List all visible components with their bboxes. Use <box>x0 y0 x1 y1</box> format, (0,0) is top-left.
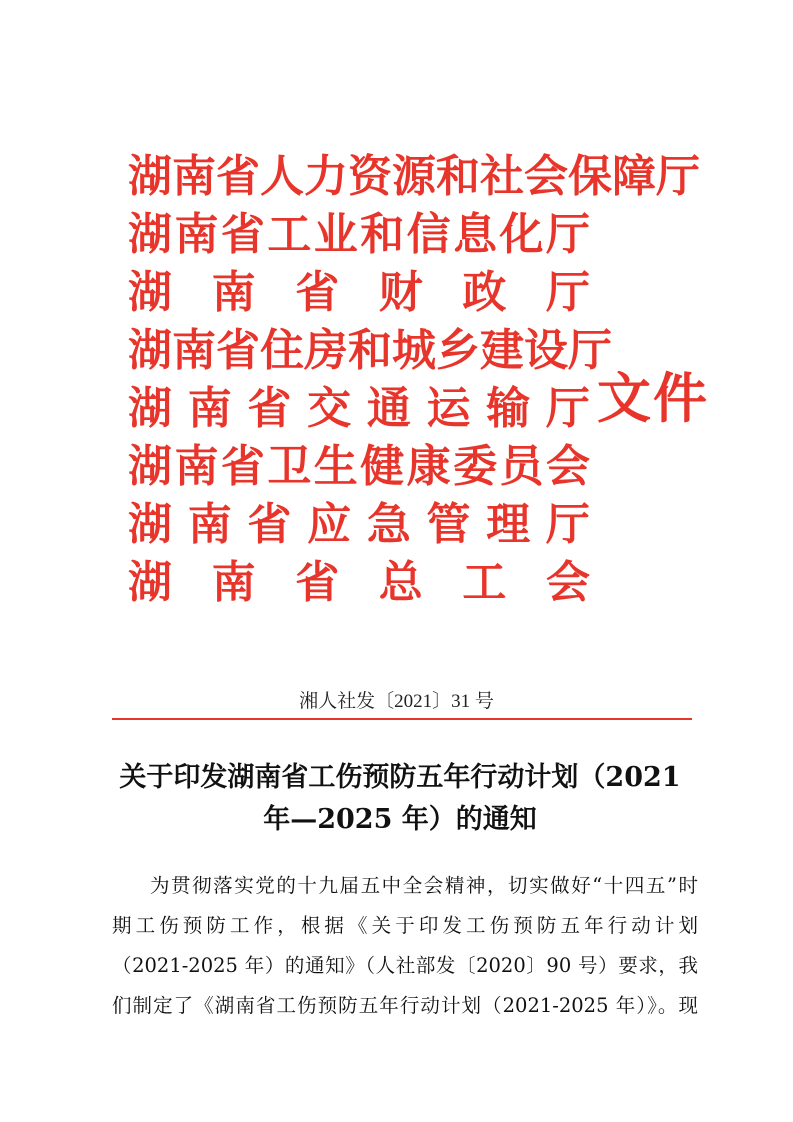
agency-line-4 <box>128 322 612 380</box>
body-line-3: （2021-2025 年）的通知》（人社部发〔2020〕90 号）要求，我 <box>112 954 698 977</box>
agency-char: 湖 <box>128 499 172 550</box>
agency-char: 省 <box>247 499 292 550</box>
agency-char: 会 <box>545 557 590 608</box>
document-word: 文件 <box>597 366 709 430</box>
agency-char: 南 <box>174 441 219 492</box>
agency-char: 省 <box>295 267 340 318</box>
agency-char: 湖 <box>128 441 172 492</box>
agency-line-3 <box>128 264 590 322</box>
agency-char: 工 <box>462 557 507 608</box>
agency-char: 运 <box>426 383 471 434</box>
agency-char: 员 <box>499 441 544 492</box>
agency-char: 和 <box>348 325 392 376</box>
agency-char: 湖 <box>128 557 172 608</box>
agency-char: 信 <box>406 209 451 260</box>
red-divider <box>112 718 692 720</box>
agency-char: 资 <box>348 151 392 202</box>
agency-char: 南 <box>211 557 256 608</box>
agency-char: 委 <box>453 441 498 492</box>
agency-char: 省 <box>220 209 265 260</box>
agency-char: 障 <box>612 151 656 202</box>
agency-char: 卫 <box>267 441 312 492</box>
agency-line-8 <box>128 554 590 612</box>
agency-line-1 <box>128 148 700 206</box>
agency-char: 保 <box>568 151 612 202</box>
agency-char: 业 <box>313 209 358 260</box>
agency-char: 和 <box>436 151 480 202</box>
title-line-1: 关于印发湖南省工伤预防五年行动计划（2021 <box>119 762 681 793</box>
agency-char: 健 <box>360 441 405 492</box>
agency-char: 管 <box>426 499 471 550</box>
agency-char: 南 <box>187 499 232 550</box>
agency-line-2 <box>128 206 590 264</box>
agency-char: 省 <box>216 151 260 202</box>
agency-char: 湖 <box>128 383 172 434</box>
agency-char: 建 <box>480 325 524 376</box>
agency-char: 会 <box>524 151 568 202</box>
body-line-1: 为贯彻落实党的十九届五中全会精神，切实做好“十四五”时 <box>150 874 698 897</box>
agency-char: 南 <box>172 151 216 202</box>
agency-char: 湖 <box>128 151 172 202</box>
agency-char: 厅 <box>656 151 700 202</box>
agency-char: 息 <box>453 209 498 260</box>
agency-char: 住 <box>260 325 304 376</box>
document-number: 湘人社发〔2021〕31 号 <box>299 691 494 712</box>
agency-char: 会 <box>545 441 590 492</box>
agency-char: 设 <box>524 325 568 376</box>
agency-char: 工 <box>267 209 312 260</box>
agency-char: 应 <box>307 499 352 550</box>
agency-char: 力 <box>304 151 348 202</box>
agency-char: 生 <box>313 441 358 492</box>
body-line-4: 们制定了《湖南省工伤预防五年行动计划（2021-2025 年）》。现 <box>112 994 698 1017</box>
agency-char: 急 <box>366 499 411 550</box>
agency-char: 源 <box>392 151 436 202</box>
agency-char: 厅 <box>545 209 590 260</box>
document-title <box>100 757 700 841</box>
agency-char: 省 <box>220 441 265 492</box>
title-line-2: 年—2025 年）的通知 <box>263 804 537 835</box>
agency-char: 南 <box>187 383 232 434</box>
agency-char: 人 <box>260 151 304 202</box>
agency-char: 房 <box>304 325 348 376</box>
agency-char: 总 <box>378 557 423 608</box>
agency-line-5 <box>128 380 590 438</box>
agency-char: 省 <box>216 325 260 376</box>
agency-char: 城 <box>392 325 436 376</box>
agency-char: 南 <box>211 267 256 318</box>
agency-char: 输 <box>486 383 531 434</box>
agency-char: 财 <box>378 267 423 318</box>
body-line-2: 期工伤预防工作，根据《关于印发工伤预防五年行动计划 <box>112 914 698 937</box>
agency-char: 南 <box>172 325 216 376</box>
agency-char: 湖 <box>128 267 172 318</box>
agency-char: 政 <box>462 267 507 318</box>
agency-char: 通 <box>366 383 411 434</box>
agency-char: 南 <box>174 209 219 260</box>
agency-char: 乡 <box>436 325 480 376</box>
agency-char: 社 <box>480 151 524 202</box>
agency-char: 厅 <box>568 325 612 376</box>
agency-char: 交 <box>307 383 352 434</box>
agency-line-6 <box>128 438 590 496</box>
agency-char: 化 <box>499 209 544 260</box>
agency-char: 厅 <box>545 383 590 434</box>
agency-char: 理 <box>486 499 531 550</box>
agency-line-7 <box>128 496 590 554</box>
agency-char: 和 <box>360 209 405 260</box>
agency-char: 湖 <box>128 325 172 376</box>
body-paragraph <box>112 866 698 1026</box>
agency-char: 康 <box>406 441 451 492</box>
agency-char: 省 <box>295 557 340 608</box>
agency-char: 省 <box>247 383 292 434</box>
agency-char: 厅 <box>545 267 590 318</box>
agency-char: 厅 <box>545 499 590 550</box>
agency-char: 湖 <box>128 209 172 260</box>
